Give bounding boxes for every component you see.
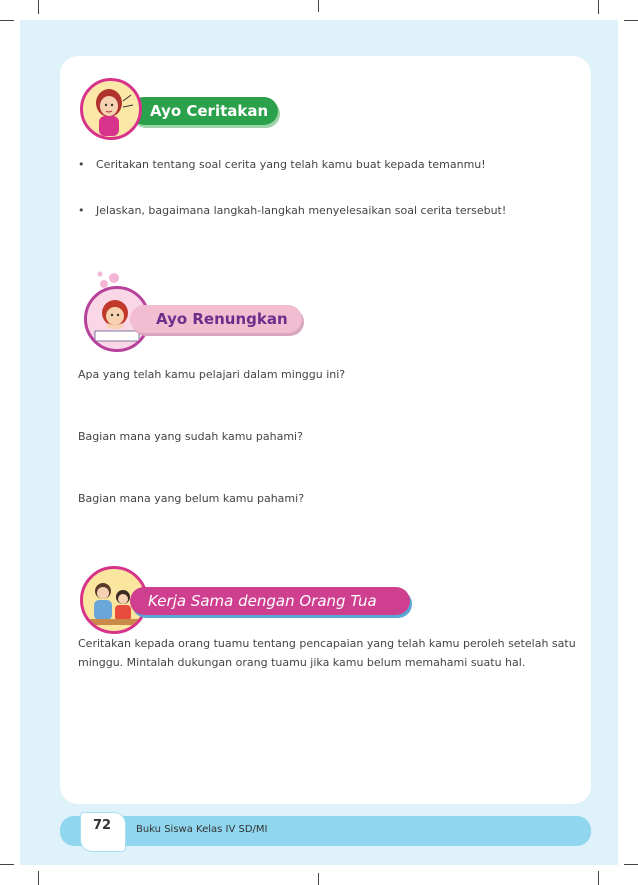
kerja-sama-banner: Kerja Sama dengan Orang Tua (130, 587, 410, 615)
book-title: Buku Siswa Kelas IV SD/MI (136, 824, 268, 835)
reflection-question: Bagian mana yang sudah kamu pahami? (78, 430, 303, 443)
reflection-question: Bagian mana yang belum kamu pahami? (78, 492, 305, 505)
crop-mark (38, 0, 39, 14)
crop-mark (0, 864, 14, 865)
crop-mark (624, 864, 638, 865)
crop-mark (598, 871, 599, 885)
bullet-text: Jelaskan, bagaimana langkah-langkah menyelesaikan soal cerita tersebut! (96, 204, 507, 217)
paragraph-line: minggu. Mintalah dukungan orang tuamu jika kamu belum memahami suatu hal. (78, 656, 526, 669)
bullet-item: • Jelaskan, bagaimana langkah-langkah menyelesaikan soal cerita tersebut! (78, 204, 507, 217)
paragraph-line: Ceritakan kepada orang tuamu tentang pencapaian yang telah kamu peroleh setelah satu (78, 637, 576, 650)
page-number: 72 (92, 818, 112, 833)
crop-mark (318, 873, 319, 885)
thought-bubble-icon (96, 270, 126, 292)
crop-mark (598, 0, 599, 14)
girl-talking-icon (80, 78, 142, 140)
crop-mark (38, 871, 39, 885)
ayo-ceritakan-banner: Ayo Ceritakan (130, 97, 278, 125)
crop-mark (624, 20, 638, 21)
reflection-question: Apa yang telah kamu pelajari dalam minggu ini? (78, 368, 346, 381)
crop-mark (0, 20, 14, 21)
bullet-item: • Ceritakan tentang soal cerita yang telah kamu buat kepada temanmu! (78, 158, 486, 171)
bullet-text: Ceritakan tentang soal cerita yang telah kamu buat kepada temanmu! (96, 158, 486, 171)
crop-mark (318, 0, 319, 12)
ayo-renungkan-banner: Ayo Renungkan (130, 305, 302, 333)
kerja-sama-paragraph (78, 634, 578, 672)
